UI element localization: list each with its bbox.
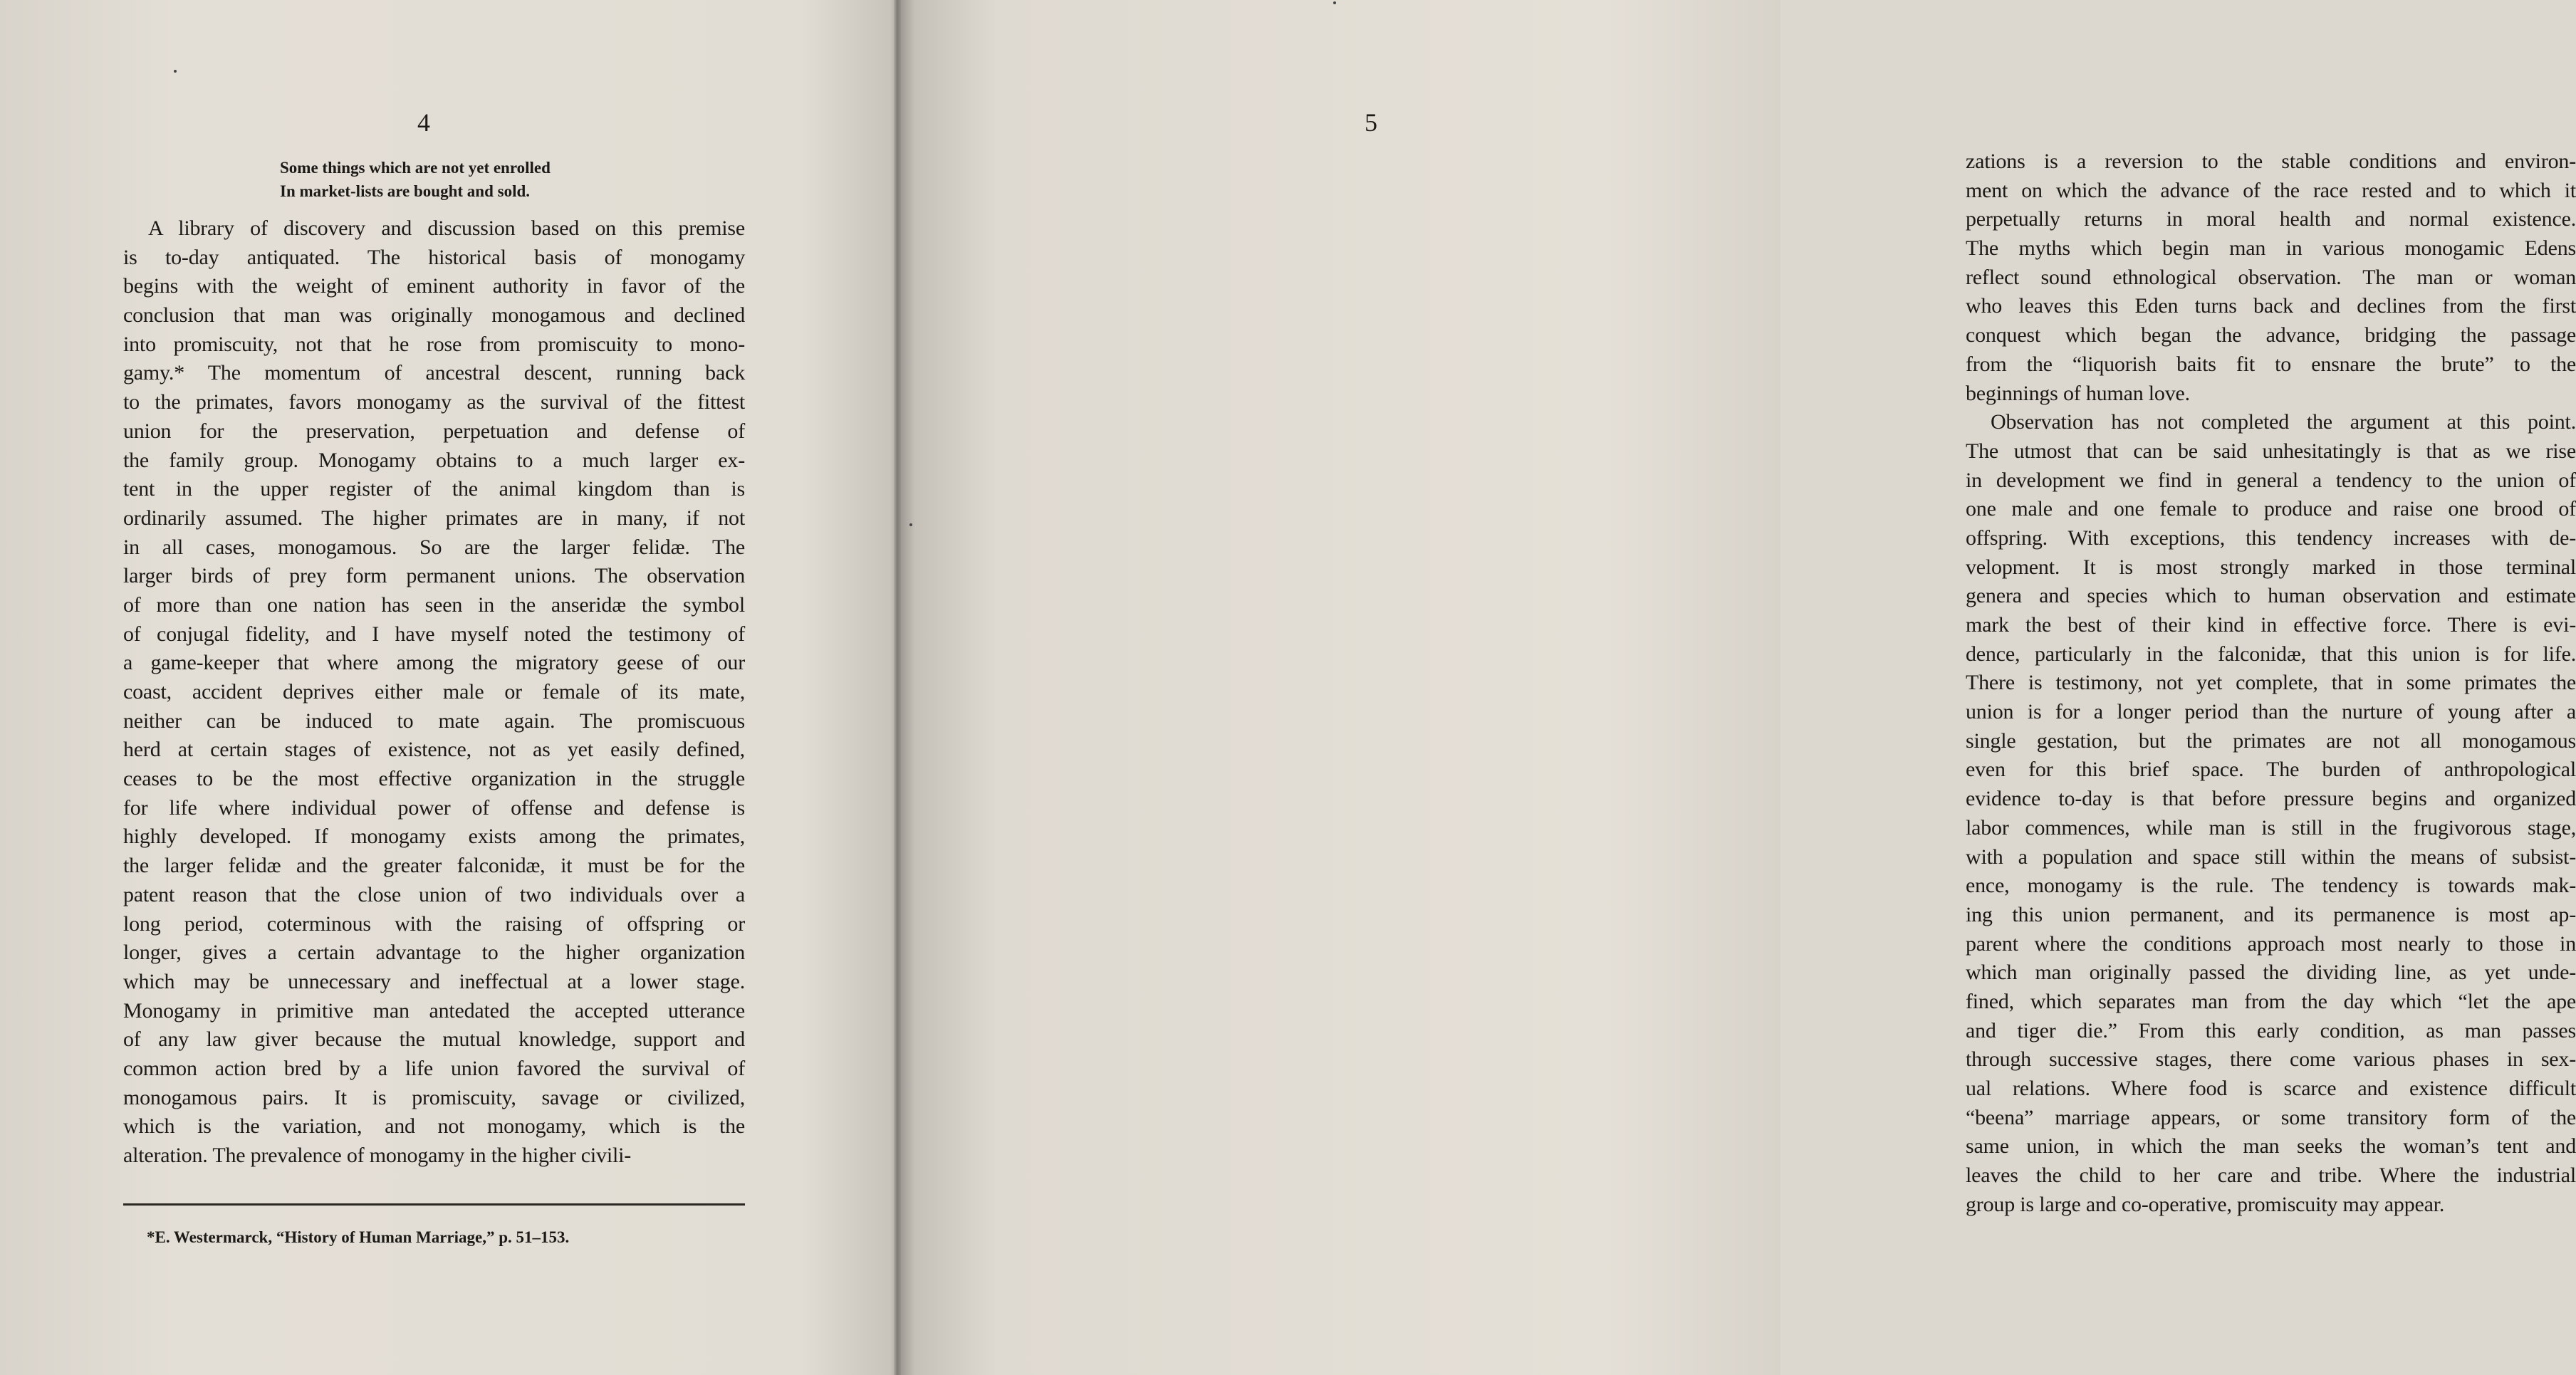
epigraph-line: Some things which are not yet enrolled (280, 159, 551, 177)
text-line: patent reason that the close union of two individuals over a (123, 882, 745, 906)
text-line: the larger felidæ and the greater falconidæ, it must be for the (123, 854, 745, 878)
left-page (0, 0, 894, 1375)
text-line: ing this union permanent, and its permanence is most ap- (1966, 902, 2576, 926)
text-line: labor commences, while man is still in the frugivorous stage, (1966, 815, 2576, 840)
text-line: gamy.* The momentum of ancestral descent, running back (123, 361, 745, 385)
text-line: even for this brief space. The burden of anthropological (1966, 758, 2576, 782)
text-line: ordinarily assumed. The higher primates are in many, if not (123, 506, 745, 530)
text-line: common action bred by a life union favored the survival of (123, 1056, 745, 1080)
text-line: conclusion that man was originally monogamous and declined (123, 303, 745, 328)
text-line: ual relations. Where food is scarce and existence difficult (1966, 1077, 2576, 1100)
text-line: long period, coterminous with the raising of offspring or (123, 911, 745, 936)
page-number: 4 (417, 108, 430, 137)
text-line: same union, in which the man seeks the woman’s tent and (1966, 1134, 2576, 1159)
text-line: tent in the upper register of the animal kingdom than is (123, 477, 745, 501)
text-line: single gestation, but the primates are not all monogamous (1966, 728, 2576, 753)
right-page (901, 0, 2576, 1375)
text-line: in all cases, monogamous. So are the larger felidæ. The (123, 535, 745, 559)
text-line: parent where the conditions approach most nearly to those in (1966, 931, 2576, 956)
text-line: in development we find in general a tendency to the union of (1966, 468, 2576, 492)
text-line: ceases to be the most effective organization in the struggle (123, 767, 745, 791)
text-line: who leaves this Eden turns back and declines from the first (1966, 294, 2576, 318)
book-gutter (894, 0, 901, 1375)
epigraph (280, 156, 679, 203)
text-line: There is testimony, not yet complete, that in some primates the (1966, 671, 2576, 695)
footnote-rule (123, 1203, 745, 1206)
text-line: group is large and co-operative, promiscuity may appear. (1966, 1192, 2445, 1216)
text-line: zations is a reversion to the stable conditions and environ- (1966, 150, 2576, 173)
text-line: a game-keeper that where among the migratory geese of our (123, 651, 745, 675)
text-line: neither can be induced to mate again. The promiscuous (123, 709, 745, 733)
text-line: union is for a longer period than the nurture of young after a (1966, 700, 2576, 724)
text-line: longer, gives a certain advantage to the higher organization (123, 941, 745, 965)
text-line: for life where individual power of offense and defense is (123, 795, 745, 820)
text-line: and tiger die.” From this early condition, as man passes (1966, 1018, 2576, 1042)
text-line: evidence to-day is that before pressure begins and organized (1966, 787, 2576, 811)
text-line: beginnings of human love. (1966, 381, 2190, 405)
epigraph-line: In market-lists are bought and sold. (280, 182, 531, 200)
text-line: through successive stages, there come various phases in sex- (1966, 1047, 2576, 1072)
text-line: genera and species which to human observation and estimate (1966, 584, 2576, 608)
text-line: into promiscuity, not that he rose from promiscuity to mono- (123, 332, 745, 356)
footnote: *E. Westermarck, “History of Human Marriage,” p. 51–153. (147, 1228, 570, 1246)
text-line: to the primates, favors monogamy as the survival of the fittest (123, 390, 745, 414)
text-line: with a population and space still within the means of subsist- (1966, 845, 2576, 869)
text-line: which man originally passed the dividing line, as yet unde- (1966, 961, 2576, 985)
text-line: herd at certain stages of existence, not as yet easily defined, (123, 738, 745, 762)
text-line: monogamous pairs. It is promiscuity, savage or civilized, (123, 1085, 745, 1109)
text-line: ence, monogamy is the rule. The tendency is towards mak- (1966, 874, 2576, 898)
text-line: alteration. The prevalence of monogamy in the higher civili- (123, 1144, 632, 1167)
left-page-body (123, 214, 745, 1171)
text-line: velopment. It is most strongly marked in those terminal (1966, 555, 2576, 579)
text-line: fined, which separates man from the day which “let the ape (1966, 989, 2576, 1013)
text-line: conquest which began the advance, bridging the passage (1966, 323, 2576, 347)
text-line: The utmost that can be said unhesitatingly is that as we rise (1966, 439, 2576, 463)
text-line: of any law giver because the mutual knowledge, support and (123, 1028, 745, 1052)
text-line: Observation has not completed the argument at this point. (1991, 410, 2576, 434)
text-line: mark the best of their kind in effective force. There is evi- (1966, 613, 2576, 637)
page-number: 5 (1365, 108, 1377, 137)
text-line: The myths which begin man in various monogamic Edens (1966, 236, 2576, 261)
text-line: coast, accident deprives either male or female of its mate, (123, 680, 745, 704)
text-line: reflect sound ethnological observation. The man or woman (1966, 265, 2576, 289)
text-line: highly developed. If monogamy exists among the primates, (123, 825, 745, 849)
text-line: which may be unnecessary and ineffectual at a lower stage. (123, 969, 745, 993)
text-line: “beena” marriage appears, or some transitory form of the (1966, 1105, 2576, 1129)
text-line: begins with the weight of eminent authority in favor of the (123, 274, 745, 298)
right-page-body (1966, 147, 2576, 1219)
text-line: from the “liquorish baits fit to ensnare the brute” to the (1966, 352, 2576, 376)
text-line: dence, particularly in the falconidæ, that this union is for life. (1966, 642, 2576, 666)
text-line: Monogamy in primitive man antedated the accepted utterance (123, 998, 745, 1023)
text-line: is to-day antiquated. The historical basis of monogamy (123, 245, 745, 269)
text-line: of more than one nation has seen in the anseridæ the symbol (123, 592, 745, 617)
text-line: offspring. With exceptions, this tendency increases with de- (1966, 526, 2576, 550)
text-line: larger birds of prey form permanent unions. The observation (123, 564, 745, 588)
text-line: of conjugal fidelity, and I have myself noted the testimony of (123, 622, 745, 646)
text-line: leaves the child to her care and tribe. Where the industrial (1966, 1164, 2576, 1188)
text-line: which is the variation, and not monogamy, which is the (123, 1114, 745, 1139)
text-line: the family group. Monogamy obtains to a much larger ex- (123, 448, 745, 472)
text-line: ment on which the advance of the race rested and to which it (1966, 178, 2576, 202)
text-line: perpetually returns in moral health and normal existence. (1966, 207, 2576, 231)
text-line: A library of discovery and discussion based on this premise (148, 216, 745, 240)
text-line: one male and one female to produce and raise one brood of (1966, 497, 2576, 521)
text-line: union for the preservation, perpetuation and defense of (123, 419, 745, 443)
